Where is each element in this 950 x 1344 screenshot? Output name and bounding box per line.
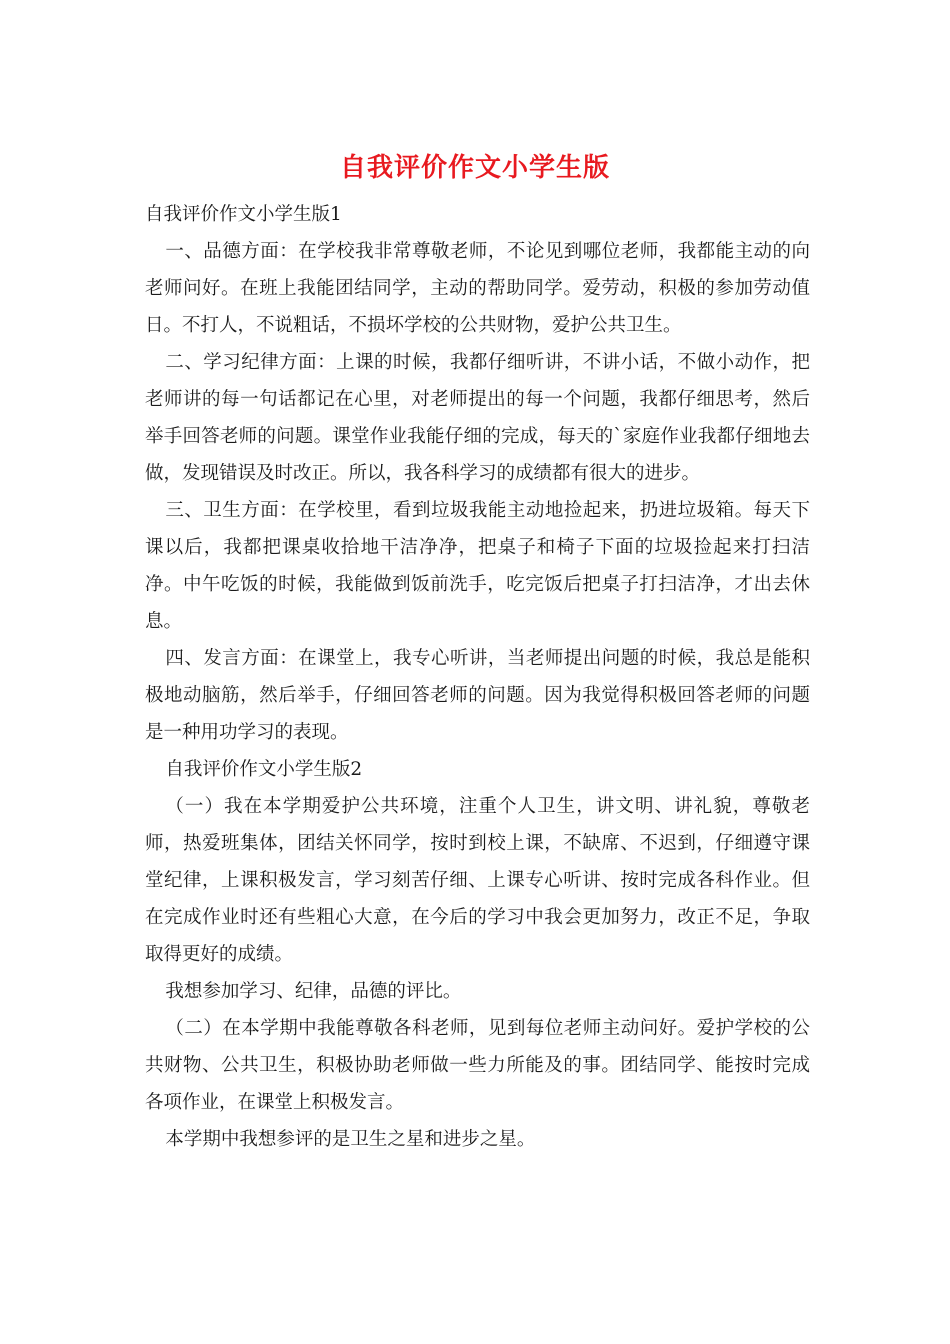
document-body xyxy=(145,196,810,1158)
paragraph-hygiene: 三、卫生方面：在学校里，看到垃圾我能主动地捡起来，扔进垃圾箱。每天下课以后，我都把课桌收拾地干洁净净，把桌子和椅子下面的垃圾捡起来打扫洁净。中午吃饭的时候，我能做到饭前洗手，吃完饭后把桌子打扫洁净，才出去休息。 xyxy=(145,500,810,632)
paragraph-star-wish: 本学期中我想参评的是卫生之星和进步之星。 xyxy=(165,1129,536,1150)
paragraph-morality: 一、品德方面：在学校我非常尊敬老师，不论见到哪位老师，我都能主动的向老师问好。在班上我能团结同学，主动的帮助同学。爱劳动，积极的参加劳动值日。不打人，不说粗话，不损坏学校的公共财物，爱护公共卫生。 xyxy=(145,241,810,336)
paragraph-evaluation-wish: 我想参加学习、纪律，品德的评比。 xyxy=(165,981,462,1002)
paragraph-part-one: （一）我在本学期爱护公共环境，注重个人卫生，讲文明、讲礼貌，尊敬老师，热爱班集体，团结关怀同学，按时到校上课，不缺席、不迟到，仔细遵守课堂纪律，上课积极发言，学习刻苦仔细、上课专心听讲、按时完成各科作业。但在完成作业时还有些粗心大意，在今后的学习中我会更加努力，改正不足，争取取得更好的成绩。 xyxy=(145,796,810,965)
paragraph-discipline: 二、学习纪律方面：上课的时候，我都仔细听讲，不讲小话，不做小动作，把老师讲的每一句话都记在心里，对老师提出的每一个问题，我都仔细思考，然后举手回答老师的问题。课堂作业我能仔细的完成，每天的`家庭作业我都仔细地去做，发现错误及时改正。所以，我各科学习的成绩都有很大的进步。 xyxy=(145,352,810,484)
section-heading-2: 自我评价作文小学生版2 xyxy=(165,759,363,780)
document-title: 自我评价作文小学生版 xyxy=(339,153,610,183)
section-heading-1: 自我评价作文小学生版1 xyxy=(145,204,342,225)
paragraph-speaking: 四、发言方面：在课堂上，我专心听讲，当老师提出问题的时候，我总是能积极地动脑筋，然后举手，仔细回答老师的问题。因为我觉得积极回答老师的问题是一种用功学习的表现。 xyxy=(145,648,810,743)
paragraph-part-two: （二）在本学期中我能尊敬各科老师，见到每位老师主动问好。爱护学校的公共财物、公共卫生，积极协助老师做一些力所能及的事。团结同学、能按时完成各项作业，在课堂上积极发言。 xyxy=(145,1018,810,1113)
